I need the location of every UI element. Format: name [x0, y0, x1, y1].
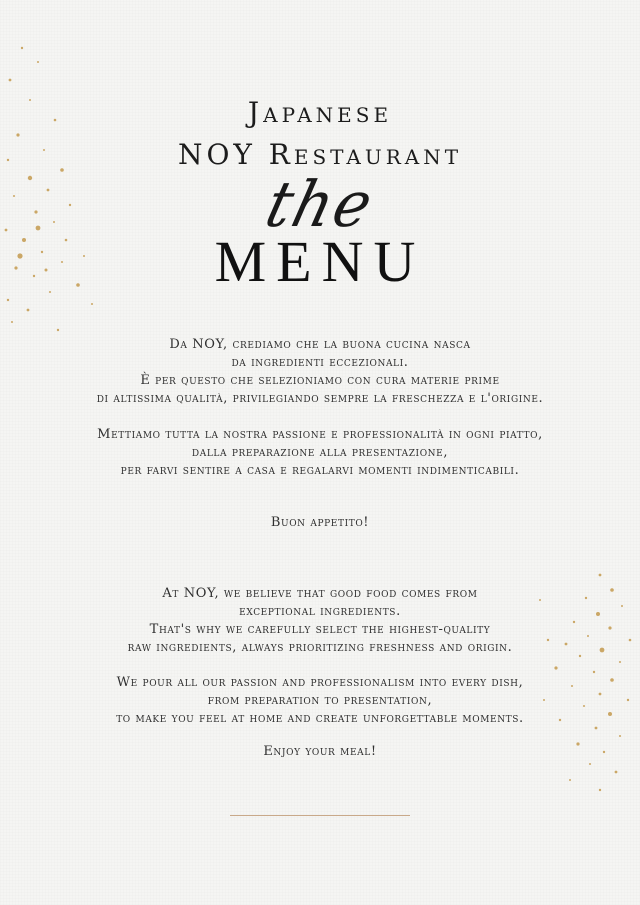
text-line: to make you feel at home and create unforgettable moments.	[116, 711, 524, 726]
divider-line	[230, 815, 410, 816]
text-line: raw ingredients, always prioritizing freshness and origin.	[127, 640, 513, 655]
text-line: È per questo che selezioniamo con cura materie prime	[140, 373, 500, 388]
text-line: Mettiamo tutta la nostra passione e professionalità in ogni piatto,	[97, 427, 543, 442]
text-line: dalla preparazione alla presentazione,	[191, 445, 449, 460]
english-paragraph-1	[20, 585, 620, 657]
title-menu: MENU	[214, 229, 426, 294]
english-closing	[20, 743, 620, 761]
text-line: exceptional ingredients.	[239, 604, 401, 619]
text-line: Enjoy your meal!	[263, 744, 377, 759]
text-line: da ingredienti eccezionali.	[231, 355, 409, 370]
title-script-the: the	[258, 168, 382, 242]
text-line: per farvi sentire a casa e regalarvi momenti indimenticabili.	[120, 463, 520, 478]
italian-closing	[20, 514, 620, 532]
title-japanese: Japanese	[247, 96, 393, 129]
text-line: That's why we carefully select the highest-quality	[149, 622, 491, 637]
italian-paragraph-2	[20, 426, 620, 480]
title-restaurant-name: NOY Restaurant	[177, 138, 463, 171]
italian-paragraph-1	[20, 336, 620, 408]
text-line: Buon appetito!	[270, 515, 370, 530]
text-line: Da NOY, crediamo che la buona cucina nasca	[169, 337, 471, 352]
text-line: from preparation to presentation,	[207, 693, 433, 708]
text-line: We pour all our passion and professionalism into every dish,	[116, 675, 524, 690]
text-line: di altissima qualità, privilegiando sempre la freschezza e l'origine.	[96, 391, 544, 406]
english-paragraph-2	[20, 674, 620, 728]
text-line: At NOY, we believe that good food comes from	[162, 586, 478, 601]
